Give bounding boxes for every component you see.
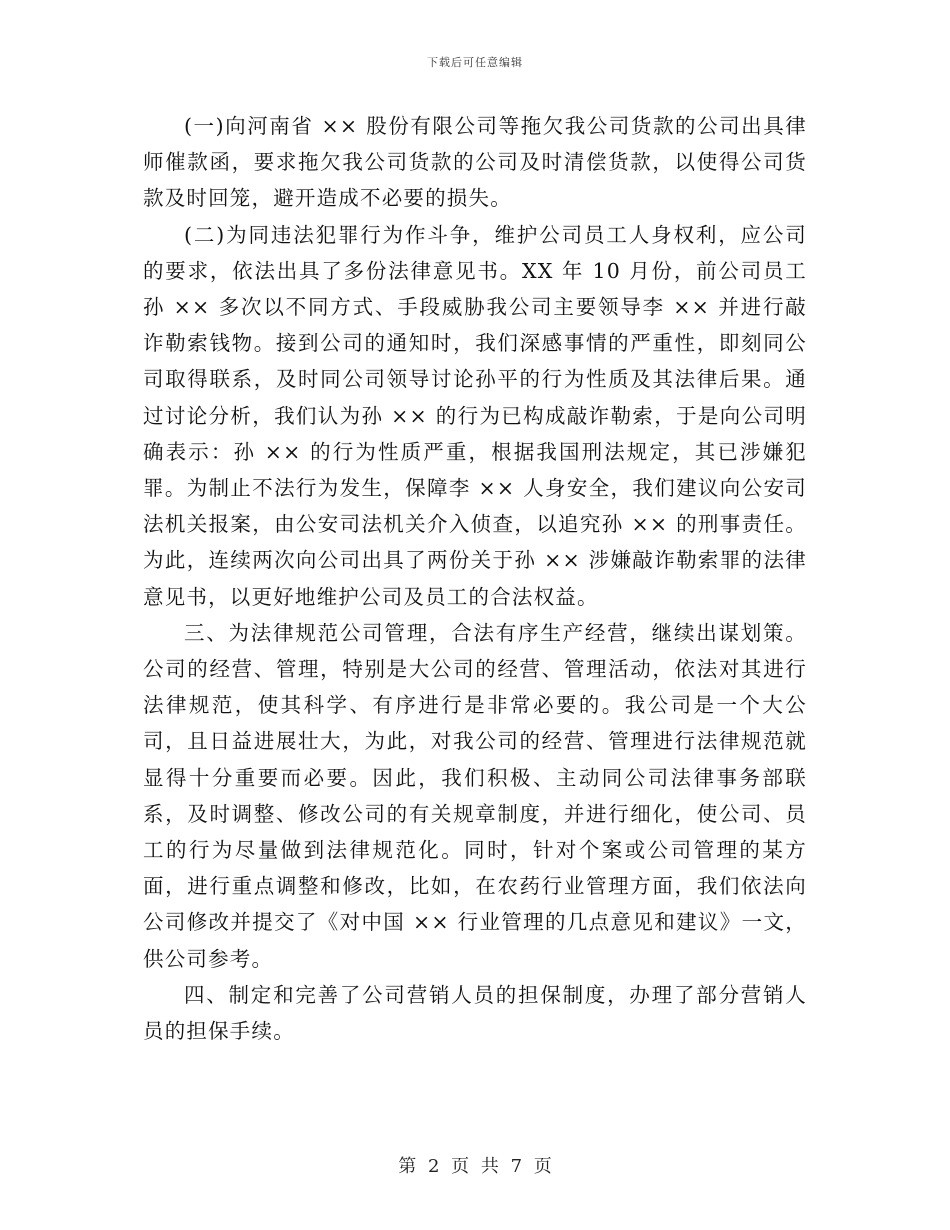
page-number: 第 2 页 共 7 页: [398, 1156, 552, 1177]
paragraph-debt-collection: (一)向河南省 ×× 股份有限公司等拖欠我公司货款的公司出具律师催款函，要求拖欠我公司货款的公司及时清偿货款，以使得公司货款及时回笼，避开造成不必要的损失。: [143, 114, 807, 211]
paragraph-management-regulation: 三、为法律规范公司管理，合法有序生产经营，继续出谋划策。公司的经营、管理，特别是大公司的经营、管理活动，依法对其进行法律规范，使其科学、有序进行是非常必要的。我公司是一个大公司，且日益进展壮大，为此，对我公司的经营、管理进行法律规范就显得十分重要而必要。因此，我们积极、主动同公司法律事务部联系，及时调整、修改公司的有关规章制度，并进行细化，使公司、员工的行为尽量做到法律规范化。同时，针对个案或公司管理的某方面，进行重点调整和修改，比如，在农药行业管理方面，我们依法向公司修改并提交了《对中国 ×× 行业管理的几点意见和建议》一文，供公司参考。: [143, 620, 807, 971]
paragraph-legal-opinions: (二)为同违法犯罪行为作斗争，维护公司员工人身权利，应公司的要求，依法出具了多份法律意见书。XX 年 10 月份，前公司员工孙 ×× 多次以不同方式、手段威胁我公司主要领导李 ×× 并进行敲诈勒索钱物。接到公司的通知时，我们深感事情的严重性，即刻同公司取得联系，及时同公司领导讨论孙平的行为性质及其法律后果。通过讨论分析，我们认为孙 ×× 的行为已构成敲诈勒索，于是向公司明确表示：孙 ×× 的行为性质严重，根据我国刑法规定，其已涉嫌犯罪。为制止不法行为发生，保障李 ×× 人身安全，我们建议向公安司法机关报案，由公安司法机关介入侦查，以追究孙 ×× 的刑事责任。为此，连续两次向公司出具了两份关于孙 ×× 涉嫌敲诈勒索罪的法律意见书，以更好地维护公司及员工的合法权益。: [143, 222, 807, 609]
page-header: 下载后可任意编辑: [427, 56, 523, 69]
paragraph-guarantee-system: 四、制定和完善了公司营销人员的担保制度，办理了部分营销人员的担保手续。: [143, 982, 807, 1044]
document-body: [143, 108, 807, 1049]
